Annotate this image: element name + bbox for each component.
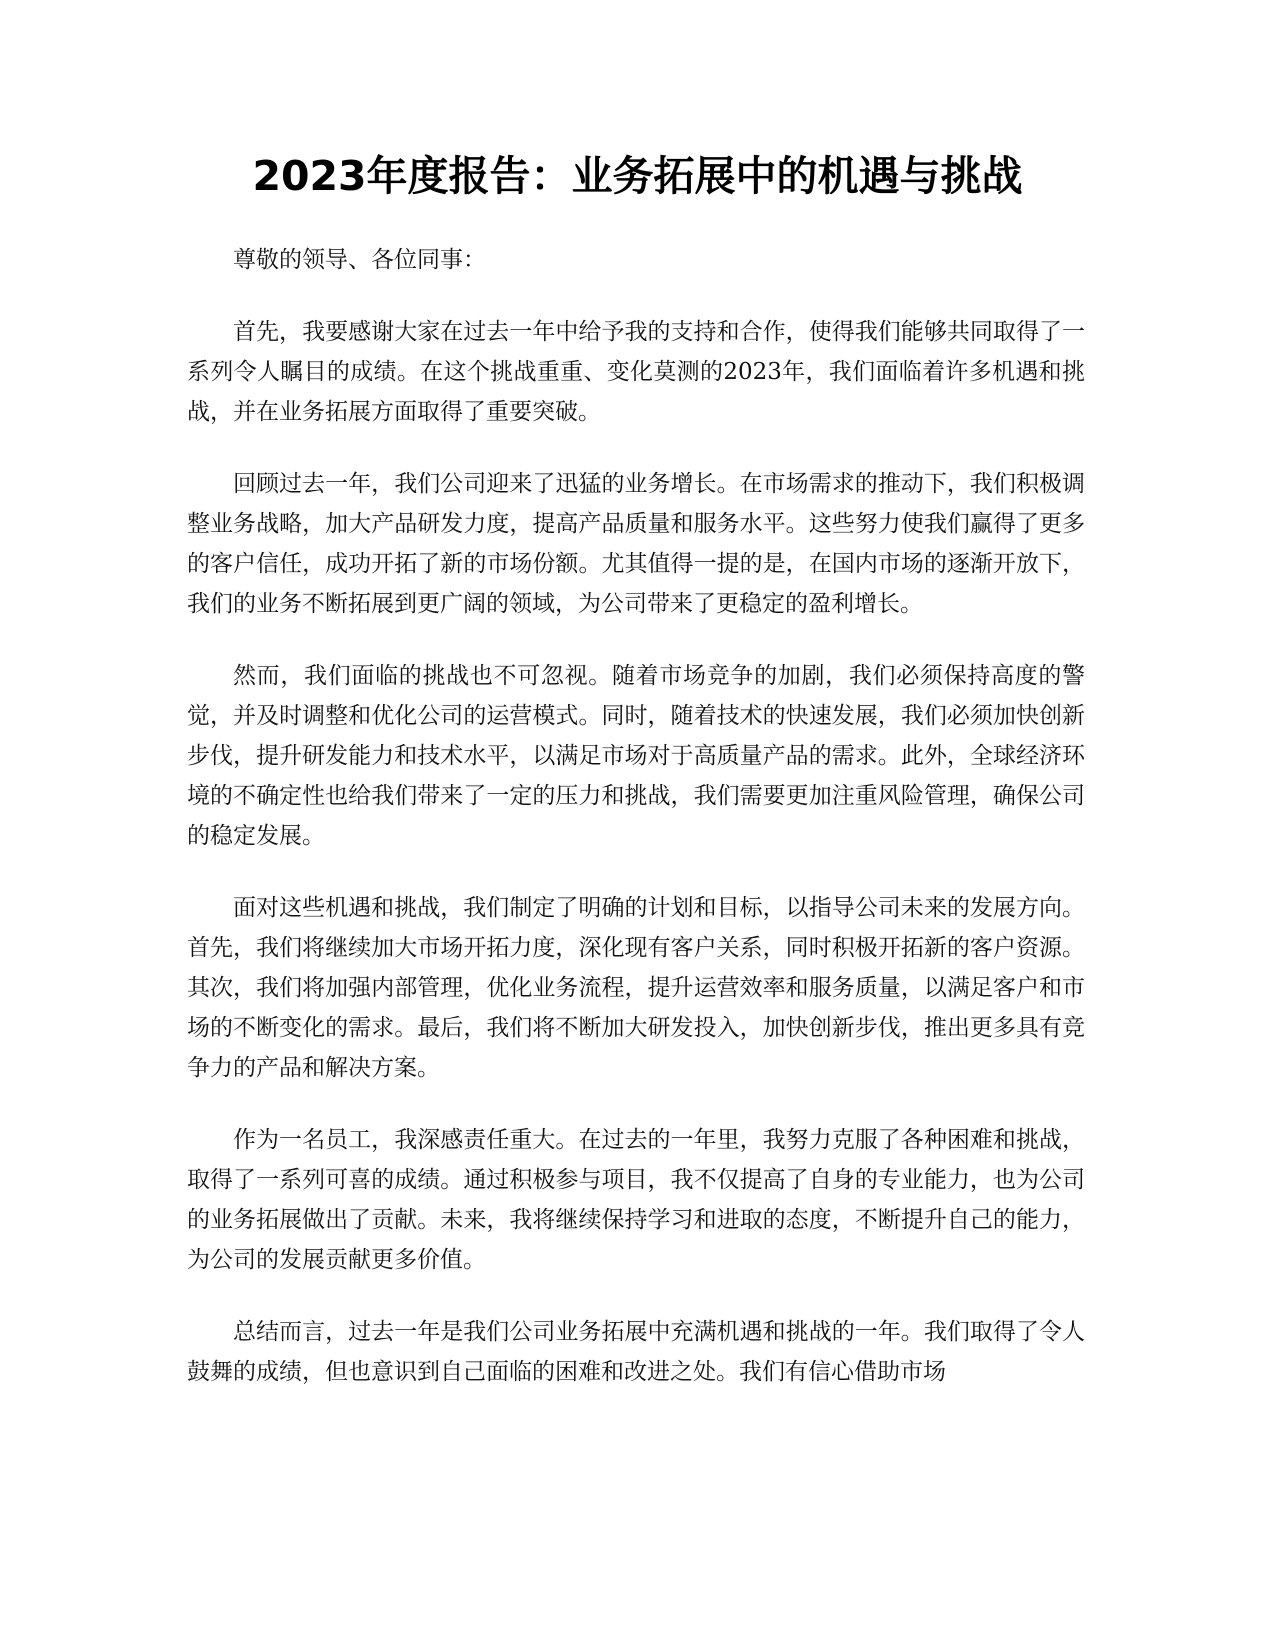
paragraph-thanks: 首先，我要感谢大家在过去一年中给予我的支持和合作，使得我们能够共同取得了一系列令人瞩目的成绩。在这个挑战重重、变化莫测的2023年，我们面临着许多机遇和挑战，并在业务拓展方面取得了重要突破。 [187,319,1085,425]
salutation: 尊敬的领导、各位同事： [233,247,486,273]
paragraph-review: 回顾过去一年，我们公司迎来了迅猛的业务增长。在市场需求的推动下，我们积极调整业务战略，加大产品研发力度，提高产品质量和服务水平。这些努力使我们赢得了更多的客户信任，成功开拓了新的市场份额。尤其值得一提的是，在国内市场的逐渐开放下，我们的业务不断拓展到更广阔的领域，为公司带来了更稳定的盈利增长。 [187,471,1085,617]
paragraph-personal: 作为一名员工，我深感责任重大。在过去的一年里，我努力克服了各种困难和挑战，取得了一系列可喜的成绩。通过积极参与项目，我不仅提高了自身的专业能力，也为公司的业务拓展做出了贡献。未来，我将继续保持学习和进取的态度，不断提升自己的能力，为公司的发展贡献更多价值。 [187,1127,1085,1273]
paragraph-plans: 面对这些机遇和挑战，我们制定了明确的计划和目标，以指导公司未来的发展方向。首先，我们将继续加大市场开拓力度，深化现有客户关系，同时积极开拓新的客户资源。其次，我们将加强内部管理，优化业务流程，提升运营效率和服务质量，以满足客户和市场的不断变化的需求。最后，我们将不断加大研发投入，加快创新步伐，推出更多具有竞争力的产品和解决方案。 [187,895,1085,1081]
paragraph-challenges: 然而，我们面临的挑战也不可忽视。随着市场竞争的加剧，我们必须保持高度的警觉，并及时调整和优化公司的运营模式。同时，随着技术的快速发展，我们必须加快创新步伐，提升研发能力和技术水平，以满足市场对于高质量产品的需求。此外，全球经济环境的不确定性也给我们带来了一定的压力和挑战，我们需要更加注重风险管理，确保公司的稳定发展。 [187,663,1085,849]
paragraph-summary: 总结而言，过去一年是我们公司业务拓展中充满机遇和挑战的一年。我们取得了令人鼓舞的成绩，但也意识到自己面临的困难和改进之处。我们有信心借助市场 [187,1319,1085,1385]
document-title: 2023年度报告：业务拓展中的机遇与挑战 [252,152,1023,200]
document-body [187,240,1085,1424]
